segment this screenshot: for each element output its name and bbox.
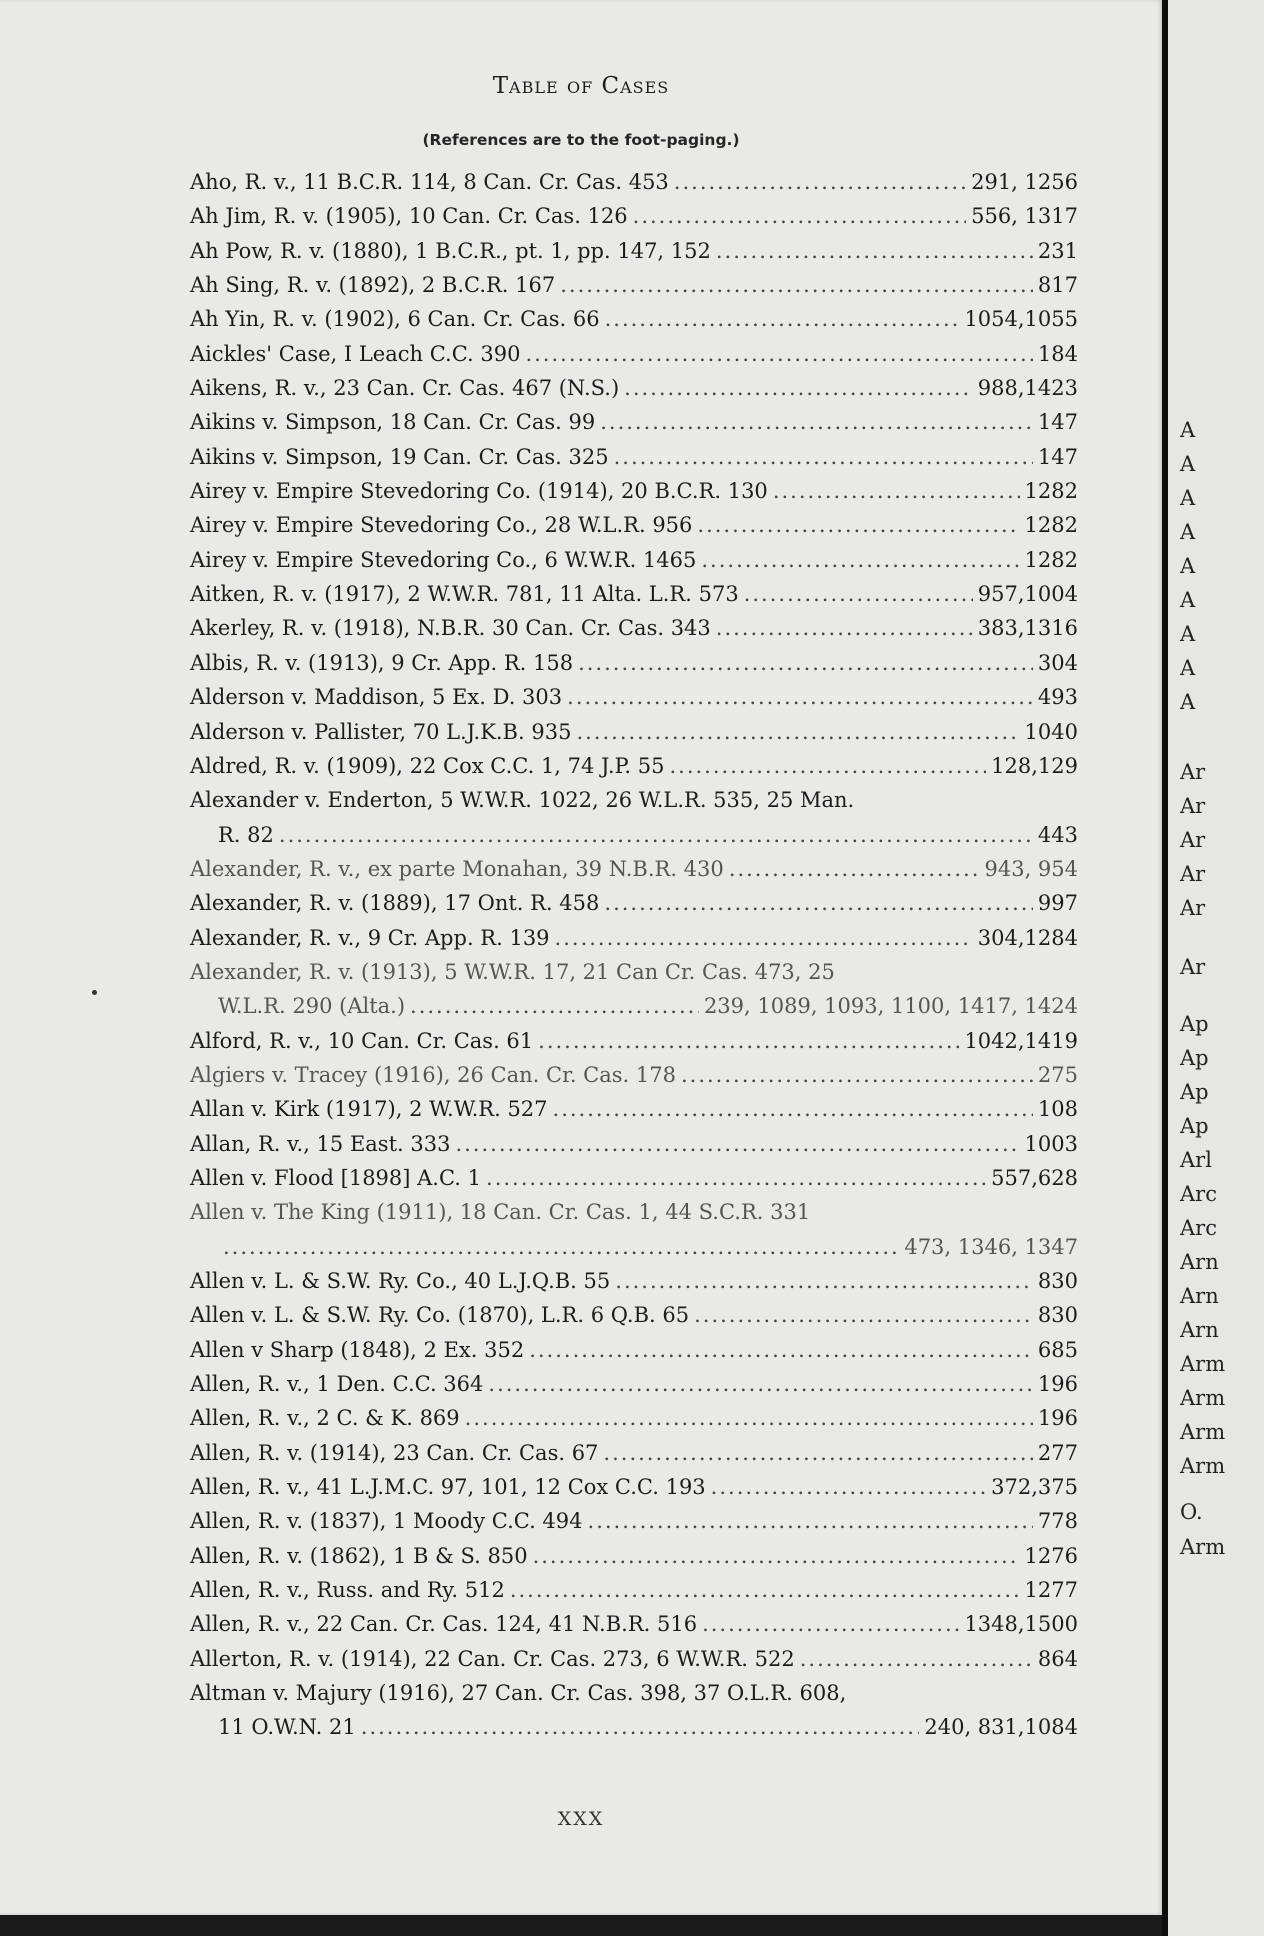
facing-page-fragment: A [1180,520,1196,544]
leader-dots [716,611,973,645]
leader-dots [711,1470,986,1504]
facing-page-fragment: Ar [1180,760,1206,784]
case-citation: Allen v. L. & S.W. Ry. Co., 40 L.J.Q.B. 55 [190,1269,611,1293]
case-citation: Aikins v. Simpson, 18 Can. Cr. Cas. 99 [190,410,596,435]
leader-dots [361,1710,920,1744]
facing-page-fragment: Arm [1180,1352,1226,1376]
page-references: 372,375 [991,1475,1078,1500]
case-entry [190,1573,1078,1607]
leader-dots [488,1367,1033,1401]
leader-dots [674,165,966,199]
case-citation: Altman v. Majury (1916), 27 Can. Cr. Cas. 398, 37 O.L.R. 608, [190,1681,847,1706]
page-references: 988,1423 [977,376,1078,401]
case-citation: Ah Pow, R. v. (1880), 1 B.C.R., pt. 1, pp. 147, 152 [190,238,711,263]
case-citation: Aho, R. v., 11 B.C.R. 114, 8 Can. Cr. Cas. 453 [190,170,669,194]
leader-dots [538,1024,959,1058]
case-citation: Algiers v. Tracey (1916), 26 Can. Cr. Cas. 178 [190,1062,676,1087]
leader-dots [624,371,973,405]
case-list [190,165,1078,1745]
case-entry [190,302,1078,336]
case-entry [190,1024,1078,1058]
leader-dots [529,1333,1033,1367]
leader-dots [614,440,1033,474]
case-entry [190,1367,1078,1401]
case-citation: Aikens, R. v., 23 Can. Cr. Cas. 467 (N.S.) [190,376,620,401]
case-entry [190,337,1078,371]
case-entry [190,1642,1078,1676]
case-citation: Alderson v. Pallister, 70 L.J.K.B. 935 [190,719,572,744]
case-entry [190,1058,1078,1092]
facing-page-fragment: Arl [1180,1148,1212,1172]
case-entry [190,1436,1078,1470]
case-entry [190,577,1078,611]
leader-dots [525,337,1032,371]
case-citation: Allen, R. v., 2 C. & K. 869 [190,1406,460,1431]
case-citation: Allan v. Kirk (1917), 2 W.W.R. 527 [190,1097,548,1122]
facing-page-fragment: Ap [1180,1012,1209,1036]
case-entry [190,1401,1078,1435]
case-citation-continued: R. 82 [218,822,274,847]
case-citation: Allen, R. v. (1837), 1 Moody C.C. 494 [190,1509,583,1534]
case-entry [190,165,1078,199]
case-citation: Allen v. The King (1911), 18 Can. Cr. Cas. 1, 44 S.C.R. 331 [190,1200,811,1225]
page-references: 291, 1256 [971,170,1078,194]
page-references: 830 [1037,1269,1078,1293]
leader-dots [716,234,1033,268]
case-citation: Aldred, R. v. (1909), 22 Cox C.C. 1, 74 J.P. 55 [190,753,665,778]
case-entry [190,886,1078,920]
case-citation: Airey v. Empire Stevedoring Co., 28 W.L.R. 956 [190,513,693,538]
leader-dots [702,1607,959,1641]
facing-page-fragment: A [1180,656,1196,680]
case-citation: Allen, R. v., 1 Den. C.C. 364 [190,1372,484,1397]
leader-dots [603,1436,1032,1470]
page-references: 275 [1037,1062,1078,1087]
facing-page-fragment: Arm [1180,1420,1226,1444]
leader-dots [697,508,1019,542]
case-entry [190,405,1078,439]
facing-page-fragment: A [1180,554,1196,578]
leader-dots [701,543,1019,577]
facing-page-fragment: Ar [1180,794,1206,818]
case-entry [190,783,1078,852]
case-entry [190,680,1078,714]
facing-page-fragment: Arn [1180,1250,1219,1274]
leader-dots [578,646,1033,680]
page-references: 147 [1037,410,1078,435]
facing-page-fragment: Ar [1180,896,1206,920]
case-entry [190,543,1078,577]
facing-page-fragment: O. [1180,1500,1203,1524]
leader-dots [604,886,1033,920]
page-references: 1040 [1024,719,1078,744]
case-entry [190,852,1078,886]
leader-dots [588,1504,1033,1538]
facing-page-fragment: Arn [1180,1284,1219,1308]
page-references: 1348,1500 [964,1612,1078,1637]
ink-speck [92,990,97,995]
leader-dots [567,680,1033,714]
case-entry [190,1470,1078,1504]
page-references: 830 [1037,1303,1078,1328]
case-citation: Allen, R. v., Russ. and Ry. 512 [190,1578,505,1603]
case-entry [190,1264,1078,1298]
case-citation: Alderson v. Maddison, 5 Ex. D. 303 [190,685,563,710]
facing-page-fragment: A [1180,486,1196,510]
page-references: 1282 [1024,479,1078,504]
leader-dots [279,818,1033,852]
case-entry [190,1676,1078,1745]
case-entry [190,715,1078,749]
leader-dots [455,1127,1019,1161]
page-references: 1277 [1024,1578,1078,1603]
page-references: 1042,1419 [964,1028,1078,1053]
leader-dots [553,1092,1033,1126]
page-references: 147 [1037,444,1078,469]
leader-dots [465,1401,1033,1435]
case-entry [190,199,1078,233]
case-citation: Allen, R. v., 41 L.J.M.C. 97, 101, 12 Cox C.C. 193 [190,1475,706,1500]
case-entry [190,921,1078,955]
case-citation: Alford, R. v., 10 Can. Cr. Cas. 61 [190,1028,534,1053]
case-citation: Alexander, R. v. (1913), 5 W.W.R. 17, 21 Can Cr. Cas. 473, 25 [190,959,835,984]
case-citation: Allen, R. v., 22 Can. Cr. Cas. 124, 41 N.B.R. 516 [190,1612,698,1637]
case-citation: Ah Yin, R. v. (1902), 6 Can. Cr. Cas. 66 [190,307,600,332]
leader-dots [633,199,966,233]
case-entry [190,268,1078,302]
page-references: 493 [1037,685,1078,710]
case-entry [190,1161,1078,1195]
leader-dots [410,989,699,1023]
case-entry [190,1504,1078,1538]
page-references: 557,628 [991,1165,1078,1190]
page-references: 943, 954 [984,856,1078,881]
page-references: 184 [1037,341,1078,366]
case-citation: Allen v. Flood [1898] A.C. 1 [190,1165,482,1190]
leader-dots [560,268,1033,302]
facing-page-fragment: Arm [1180,1386,1226,1410]
case-entry [190,1607,1078,1641]
case-citation: Aikins v. Simpson, 19 Can. Cr. Cas. 325 [190,444,609,469]
leader-dots [600,405,1033,439]
case-entry [190,611,1078,645]
facing-page-fragment: A [1180,588,1196,612]
page-references: 240, 831,1084 [924,1715,1078,1740]
page-references: 778 [1037,1509,1078,1534]
page-subtitle: (References are to the foot-paging.) [422,131,740,149]
leader-dots [681,1058,1033,1092]
page-references: 128,129 [991,753,1078,778]
leader-dots [486,1161,986,1195]
facing-page-fragment: Arm [1180,1535,1226,1559]
page-references: 304,1284 [977,925,1078,950]
case-citation: Alexander, R. v., ex parte Monahan, 39 N.B.R. 430 [190,856,724,881]
case-entry [190,646,1078,680]
case-citation: Alexander, R. v. (1889), 17 Ont. R. 458 [190,891,600,916]
case-citation: Ah Sing, R. v. (1892), 2 B.C.R. 167 [190,273,556,298]
case-citation-continued: 11 O.W.N. 21 [218,1715,356,1740]
page-references: 685 [1037,1337,1078,1362]
case-citation: Airey v. Empire Stevedoring Co. (1914), 20 B.C.R. 130 [190,479,768,504]
page-number: XXX [557,1808,605,1830]
facing-page-fragment: Ar [1180,955,1206,979]
case-citation: Albis, R. v. (1913), 9 Cr. App. R. 158 [190,650,574,675]
page-references: 1276 [1024,1543,1078,1568]
leader-dots [223,1230,899,1264]
page-title: Table of Cases [492,73,670,99]
facing-page-fragment: Ar [1180,862,1206,886]
facing-page-fragment: Arn [1180,1318,1219,1342]
facing-page-fragment: A [1180,418,1196,442]
facing-page-fragment: Arc [1180,1182,1217,1206]
page-references: 556, 1317 [971,204,1078,229]
case-citation: Allen v. L. & S.W. Ry. Co. (1870), L.R. 6 Q.B. 65 [190,1303,690,1328]
facing-page-fragment: Ap [1180,1046,1209,1070]
leader-dots [615,1264,1033,1298]
facing-page-fragment: A [1180,452,1196,476]
case-entry [190,1127,1078,1161]
page-references: 1054,1055 [964,307,1078,332]
case-entry [190,371,1078,405]
page-references: 277 [1037,1440,1078,1465]
facing-page-fragment: A [1180,622,1196,646]
leader-dots [605,302,960,336]
page-references: 957,1004 [977,582,1078,607]
case-citation: Ah Jim, R. v. (1905), 10 Can. Cr. Cas. 126 [190,204,628,229]
case-citation: Akerley, R. v. (1918), N.B.R. 30 Can. Cr. Cas. 343 [190,616,711,641]
facing-page-fragment: Ar [1180,828,1206,852]
page-references: 1282 [1024,513,1078,538]
facing-page-fragment: Arc [1180,1216,1217,1240]
facing-page-fragment: Ap [1180,1080,1209,1104]
facing-page-fragment: A [1180,690,1196,714]
leader-dots [744,577,973,611]
case-entry [190,955,1078,1024]
case-entry [190,508,1078,542]
case-citation: Allen v Sharp (1848), 2 Ex. 352 [190,1337,525,1362]
case-citation: Allerton, R. v. (1914), 22 Can. Cr. Cas. 273, 6 W.W.R. 522 [190,1646,795,1671]
leader-dots [510,1573,1020,1607]
page-references: 1282 [1024,547,1078,572]
leader-dots [800,1642,1033,1676]
case-entry [190,474,1078,508]
case-entry [190,1298,1078,1332]
case-citation: Alexander v. Enderton, 5 W.W.R. 1022, 26 W.L.R. 535, 25 Man. [190,788,855,813]
case-citation: Airey v. Empire Stevedoring Co., 6 W.W.R. 1465 [190,547,697,572]
page-references: 239, 1089, 1093, 1100, 1417, 1424 [703,994,1078,1019]
case-entry [190,749,1078,783]
leader-dots [669,749,986,783]
case-citation: Aitken, R. v. (1917), 2 W.W.R. 781, 11 Alta. L.R. 573 [190,582,739,607]
case-citation: Allan, R. v., 15 East. 333 [190,1131,451,1156]
case-citation-continued: W.L.R. 290 (Alta.) [218,994,406,1019]
leader-dots [576,715,1019,749]
case-entry [190,1195,1078,1264]
page-references: 231 [1037,238,1078,263]
page-references: 383,1316 [977,616,1078,641]
leader-dots [773,474,1020,508]
leader-dots [533,1539,1020,1573]
page-references: 443 [1037,822,1078,847]
case-entry [190,440,1078,474]
facing-page-fragment: Ap [1180,1114,1209,1138]
facing-page [1168,0,1264,1936]
page-references: 473, 1346, 1347 [904,1234,1078,1259]
page-references: 997 [1037,891,1078,916]
case-entry [190,1092,1078,1126]
case-citation: Allen, R. v. (1862), 1 B & S. 850 [190,1543,528,1568]
case-citation: Alexander, R. v., 9 Cr. App. R. 139 [190,925,550,950]
page-references: 817 [1037,273,1078,298]
page-references: 196 [1037,1372,1078,1397]
leader-dots [694,1298,1033,1332]
leader-dots [729,852,980,886]
case-entry [190,234,1078,268]
facing-page-fragment: Arm [1180,1454,1226,1478]
page-references: 196 [1037,1406,1078,1431]
page-references: 864 [1037,1646,1078,1671]
page-references: 108 [1037,1097,1078,1122]
case-citation: Allen, R. v. (1914), 23 Can. Cr. Cas. 67 [190,1440,599,1465]
page-references: 1003 [1024,1131,1078,1156]
leader-dots [555,921,973,955]
case-citation: Aickles' Case, I Leach C.C. 390 [190,341,521,366]
case-entry [190,1539,1078,1573]
page-references: 304 [1037,650,1078,675]
case-entry [190,1333,1078,1367]
